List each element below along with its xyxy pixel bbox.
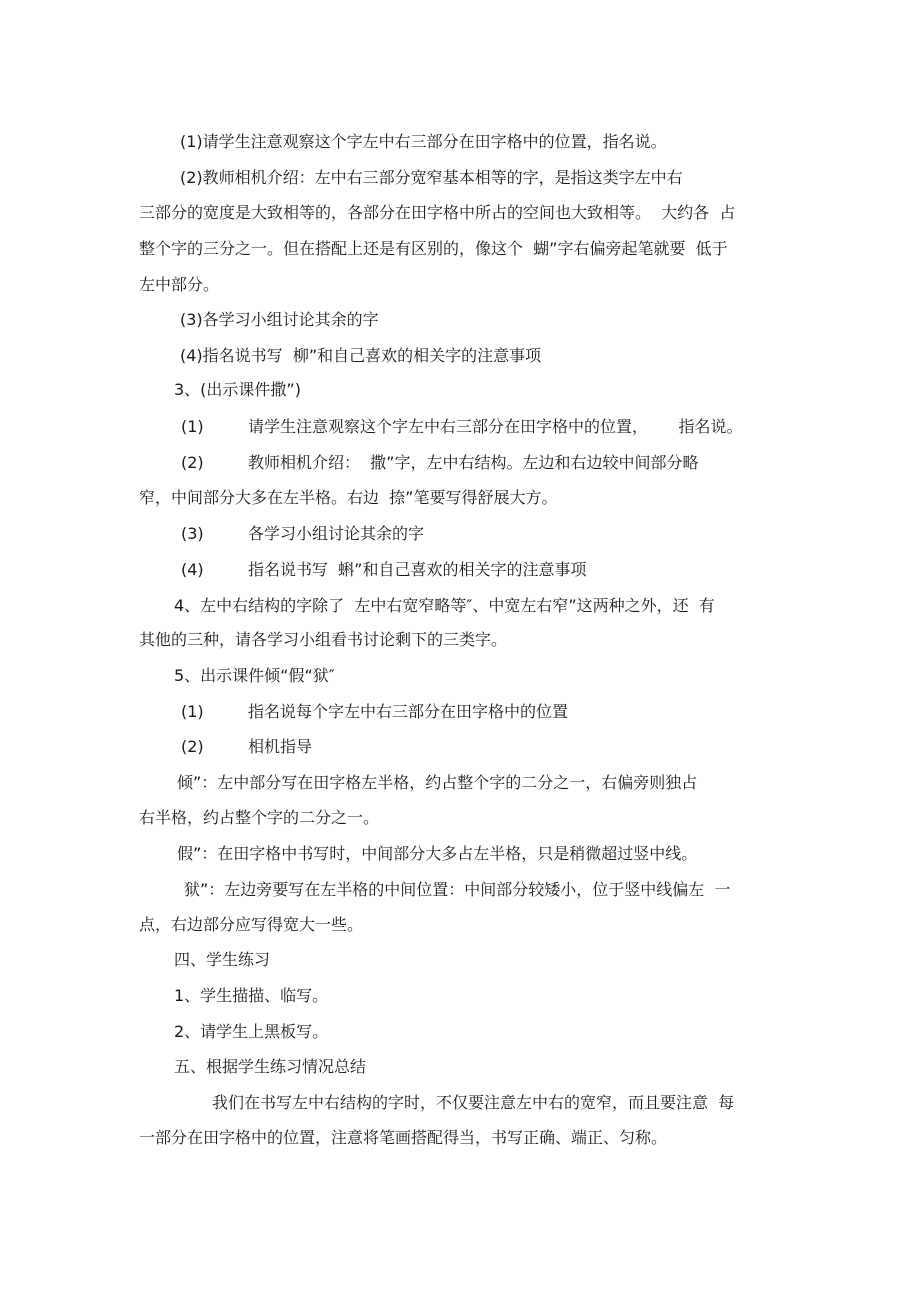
step-4-line-1: 4、左中右结构的字除了 左中右宽窄略等″、中宽左右窄”这两种之外，还 有 <box>174 596 715 615</box>
step-3-item-3-text: 各学习小组讨论其余的字 <box>248 524 425 543</box>
step-3-item-2-continuation: 窄，中间部分大多在左半格。右边 捺”笔要写得舒展大方。 <box>139 488 558 507</box>
paragraph-3-3: (3)各学习小组讨论其余的字 <box>180 310 379 329</box>
step-5-item-2-text: 相机指导 <box>248 737 313 756</box>
qing-guidance-line-2: 右半格，约占整个字的二分之一。 <box>139 808 380 827</box>
part-5-heading: 五、根据学生练习情况总结 <box>174 1057 367 1076</box>
step-3-item-2-text: 教师相机介绍： 撒”字，左中右结构。左边和右边较中间部分略 <box>248 453 699 472</box>
step-5-heading: 5、出示课件倾“假“狱″ <box>174 666 335 685</box>
paragraph-3-2-line-1: (2)教师相机介绍：左中右三部分宽窄基本相等的字，是指这类字左中右 <box>180 168 683 187</box>
step-3-item-4-text: 指名说书写 蝌”和自己喜欢的相关字的注意事项 <box>248 560 587 579</box>
summary-line-2: 一部分在田字格中的位置，注意将笔画搭配得当，书写正确、端正、匀称。 <box>139 1128 668 1147</box>
step-3-item-3-number: (3) <box>181 524 204 543</box>
step-3-item-1-number: (1) <box>181 417 204 436</box>
paragraph-3-4: (4)指名说书写 柳”和自己喜欢的相关字的注意事项 <box>180 346 542 365</box>
paragraph-3-1: (1)请学生注意观察这个字左中右三部分在田字格中的位置，指名说。 <box>180 132 667 151</box>
step-3-item-2-number: (2) <box>181 453 204 472</box>
paragraph-3-2-line-3: 整个字的三分之一。但在搭配上还是有区别的，像这个 蝴”字右偏旁起笔就要 低于 <box>139 239 728 258</box>
step-3-item-4-number: (4) <box>181 560 204 579</box>
step-5-item-1-text: 指名说每个字左中右三部分在田字格中的位置 <box>248 702 569 721</box>
step-5-item-2-number: (2) <box>181 737 204 756</box>
step-3-item-1-text: 请学生注意观察这个字左中右三部分在田字格中的位置， 指名说。 <box>248 417 743 436</box>
step-3-heading: 3、(出示课件撒”) <box>174 380 301 399</box>
jia-guidance: 假”：在田字格中书写时，中间部分大多占左半格，只是稍微超过竖中线。 <box>177 844 698 863</box>
part-4-heading: 四、学生练习 <box>174 950 271 969</box>
part-4-item-1: 1、学生描描、临写。 <box>174 986 329 1005</box>
step-5-item-1-number: (1) <box>181 702 204 721</box>
paragraph-3-2-line-4: 左中部分。 <box>139 275 220 294</box>
summary-line-1: 我们在书写左中右结构的字时，不仅要注意左中右的宽窄，而且要注意 每 <box>212 1093 735 1112</box>
step-4-line-2: 其他的三种，请各学习小组看书讨论剩下的三类字。 <box>139 630 508 649</box>
yu-guidance-line-2: 点，右边部分应写得宽大一些。 <box>139 915 364 934</box>
part-4-item-2: 2、请学生上黑板写。 <box>174 1022 329 1041</box>
qing-guidance-line-1: 倾”：左中部分写在田字格左半格，约占整个字的二分之一，右偏旁则独占 <box>177 773 698 792</box>
yu-guidance-line-1: 狱”：左边旁要写在左半格的中间位置：中间部分较矮小，位于竖中线偏左 一 <box>184 880 731 899</box>
paragraph-3-2-line-2: 三部分的宽度是大致相等的，各部分在田字格中所占的空间也大致相等。 大约各 占 <box>139 203 736 222</box>
